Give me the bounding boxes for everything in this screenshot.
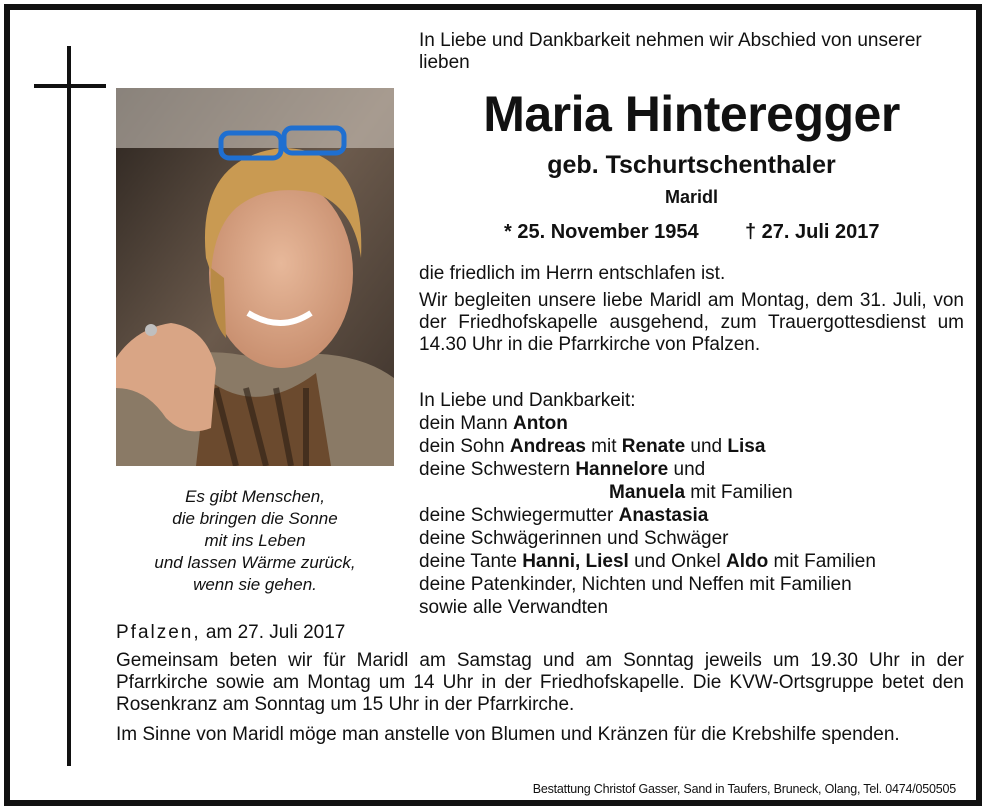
mourner-name: Anastasia — [618, 505, 709, 526]
mourner-line: deine Tante Hanni, Liesl und Onkel Aldo mit Familien — [419, 551, 876, 572]
mourner-line: dein Mann Anton — [419, 413, 568, 434]
mourner-name: Andreas — [509, 436, 586, 457]
mourner-line: sowie alle Verwandten — [419, 597, 609, 618]
mourners-list — [419, 390, 964, 620]
prayer-text: Gemeinsam beten wir für Maridl am Samstag und am Sonntag jeweils um 19.30 Uhr in der Pfarrkirche sowie am Montag um 14 Uhr in der Friedhofskapelle. Die KVW-Ortsgruppe betet den Rosenkranz am Sonntag um 15 Uhr in der Pfarrkirche. — [116, 650, 964, 715]
mourner-name: Manuela — [609, 482, 686, 503]
place-name: Pfalzen, — [116, 622, 201, 643]
place-date — [116, 622, 516, 644]
mourner-name: Renate — [621, 436, 686, 457]
death-date: † 27. Juli 2017 — [745, 221, 880, 243]
quote-line: wenn sie gehen. — [193, 575, 317, 594]
birth-date: * 25. November 1954 — [504, 221, 699, 243]
mourner-line: deine Schwiegermutter Anastasia — [419, 505, 709, 526]
mourner-line: Manuela mit Familien — [609, 482, 793, 503]
nickname: Maridl — [664, 187, 718, 207]
cross-horizontal — [34, 84, 106, 88]
quote-line: Es gibt Menschen, — [185, 487, 325, 506]
intro-text: In Liebe und Dankbarkeit nehmen wir Abschied von unserer lieben — [419, 30, 922, 73]
quote-line: und lassen Wärme zurück, — [154, 553, 356, 572]
memorial-quote — [116, 486, 394, 596]
donation-wish: Im Sinne von Maridl möge man anstelle von Blumen und Kränzen für die Krebshilfe spenden. — [116, 724, 900, 745]
cross-vertical — [67, 46, 71, 766]
mourner-name: Hanni, Liesl — [522, 551, 629, 572]
mourner-line: deine Schwägerinnen und Schwäger — [419, 528, 729, 549]
mourner-line: deine Patenkinder, Nichten und Neffen mit Familien — [419, 574, 852, 595]
obituary-notice — [4, 4, 982, 806]
funeral-text: Wir begleiten unsere liebe Maridl am Montag, dem 31. Juli, von der Friedhofskapelle ausgehend, zum Trauergottesdienst um 14.30 Uhr in die Pfarrkirche von Pfalzen. — [419, 290, 964, 355]
mourner-name: Anton — [513, 413, 568, 434]
quote-line: die bringen die Sonne — [172, 509, 338, 528]
portrait-photo — [116, 88, 394, 466]
mourner-name: Hannelore — [575, 459, 669, 480]
mourner-name: Aldo — [726, 551, 769, 572]
deceased-name: Maria Hinteregger — [483, 86, 900, 142]
quote-line: mit ins Leben — [204, 531, 306, 550]
mourner-line: deine Schwestern Hannelore und — [419, 459, 706, 480]
mourner-line: dein Sohn Andreas mit Renate und Lisa — [419, 436, 766, 457]
maiden-name: geb. Tschurtschenthaler — [547, 151, 836, 179]
mourners-heading: In Liebe und Dankbarkeit: — [419, 390, 636, 411]
mourner-name: Lisa — [727, 436, 766, 457]
passed-text: die friedlich im Herrn entschlafen ist. — [419, 263, 726, 284]
undertaker-info: Bestattung Christof Gasser, Sand in Taufers, Bruneck, Olang, Tel. 0474/050505 — [532, 782, 956, 796]
notice-date: am 27. Juli 2017 — [200, 622, 346, 643]
